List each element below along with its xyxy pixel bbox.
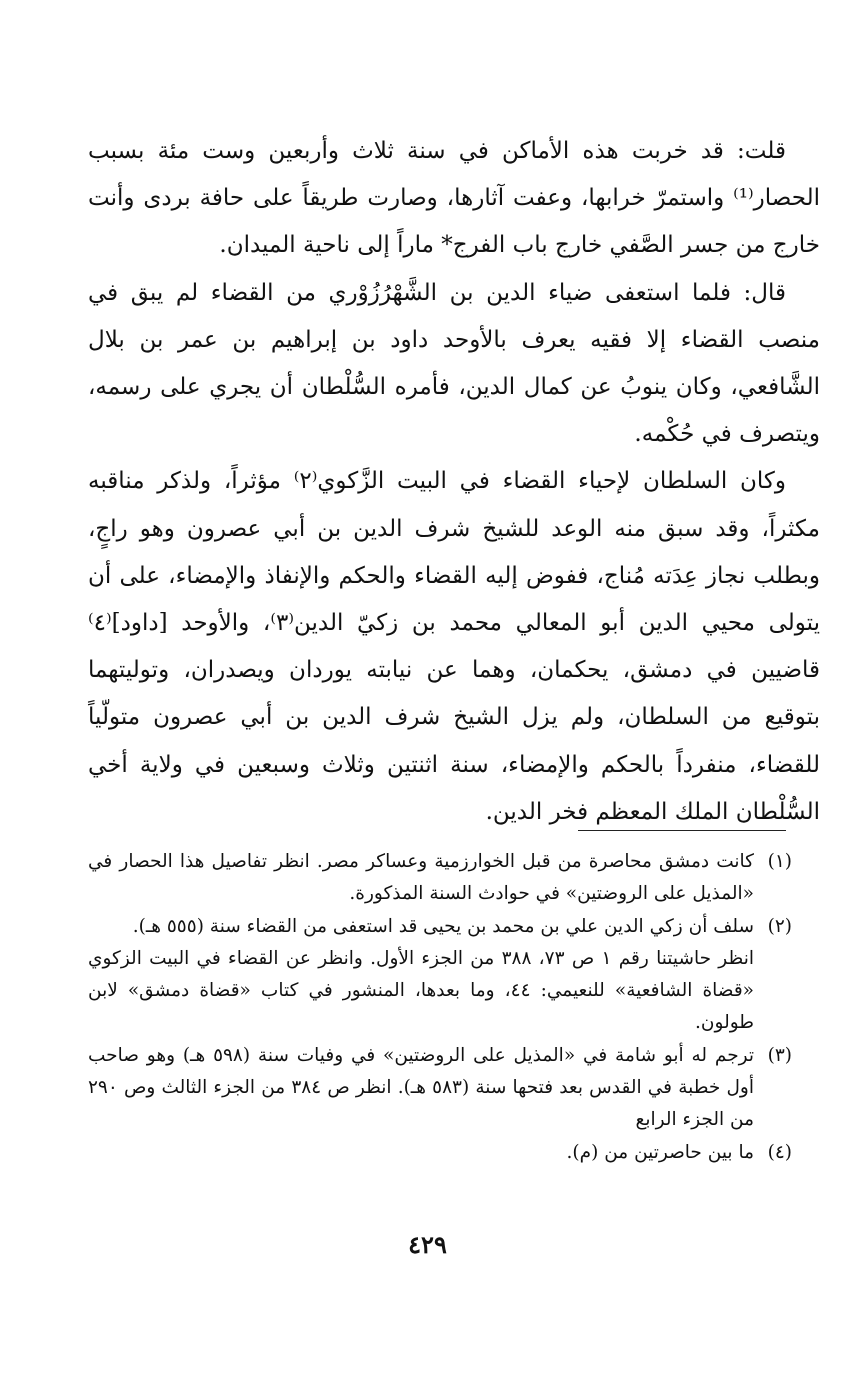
footnote-1 [88, 846, 792, 911]
footnote-number: (٣) [767, 1044, 792, 1066]
footnote-text: كانت دمشق محاصرة من قبل الخوارزمية وعساكر مصر. انظر تفاصيل هذا الحصار في «المذيل على الروضتين» في حوادث السنة المذكورة. [88, 851, 754, 905]
footnotes [88, 846, 792, 1169]
footnote-text: ترجم له أبو شامة في «المذيل على الروضتين» في وفيات سنة (٥٩٨ هـ) وهو صاحب أول خطبة في القدس بعد فتحها سنة (٥٨٣ هـ). انظر ص ٣٨٤ من الجزء الثالث وص ٢٩٠ من الجزء الرابع [88, 1044, 754, 1131]
footnote-4 [88, 1137, 792, 1169]
footnote-number: (١) [767, 851, 792, 872]
footnote-text: سلف أن زكي الدين علي بن محمد بن يحيى قد استعفى من القضاء سنة (٥٥٥ هـ). [132, 915, 754, 937]
main-text [88, 128, 820, 836]
footnote-2 [88, 911, 792, 1040]
footnote-separator [578, 830, 786, 831]
page-number: ٤٢٩ [408, 1230, 447, 1259]
footnote-text: ما بين حاصرتين من (م). [566, 1141, 754, 1163]
footnote-3 [88, 1040, 792, 1137]
footnote-text: انظر حاشيتنا رقم ١ ص ٧٣، ٣٨٨ من الجزء الأول. وانظر عن القضاء في البيت الزكوي «قضاة الشافعية» للنعيمي: ٤٤، وما بعدها، المنشور في كتاب «قضاة دمشق» لابن طولون. [88, 947, 754, 1034]
paragraph-1: قلت: قد خربت هذه الأماكن في سنة ثلاث وأربعين وست مئة بسبب الحصار⁽¹⁾ واستمرّ خرابها، وعفت آثارها، وصارت طريقاً على حافة بردى وأنت خارج من جسر الصَّفي خارج باب الفرج* ماراً إلى ناحية الميدان. [88, 138, 820, 259]
paragraph-3: وكان السلطان لإحياء القضاء في البيت الزَّكوي⁽٢⁾ مؤثراً، ولذكر مناقبه مكثراً، وقد سبق منه الوعد للشيخ شرف الدين بن أبي عصرون وهو راجٍ، وبطلب نجاز عِدَته مُناج، ففوض إليه القضاء والحكم والإنفاذ والإمضاء، على أن يتولى محيي الدين أبو المعالي محمد بن زكيّ الدين⁽٣⁾، والأوحد [داود]⁽٤⁾ قاضيين في دمشق، يحكمان، وهما عن نيابته يوردان ويصدران، وتوليتهما بتوقيع من السلطان، ولم يزل الشيخ شرف الدين بن أبي عصرون متولّياً للقضاء، منفرداً بالحكم والإمضاء، سنة اثنتين وثلاث وسبعين في ولاية أخي السُّلْطان الملك المعظم فخر الدين. [88, 468, 820, 825]
footnote-number: (٢) [767, 915, 792, 937]
paragraph-2: قال: فلما استعفى ضياء الدين بن الشَّهْرُزُوْري من القضاء لم يبق في منصب القضاء إلا فقيه يعرف بالأوحد داود بن إبراهيم بن عمر بن بلال الشَّافعي، وكان ينوبُ عن كمال الدين، فأمره السُّلْطان أن يجري على رسمه، ويتصرف في حُكْمه. [88, 279, 820, 448]
footnote-number: (٤) [767, 1141, 792, 1163]
